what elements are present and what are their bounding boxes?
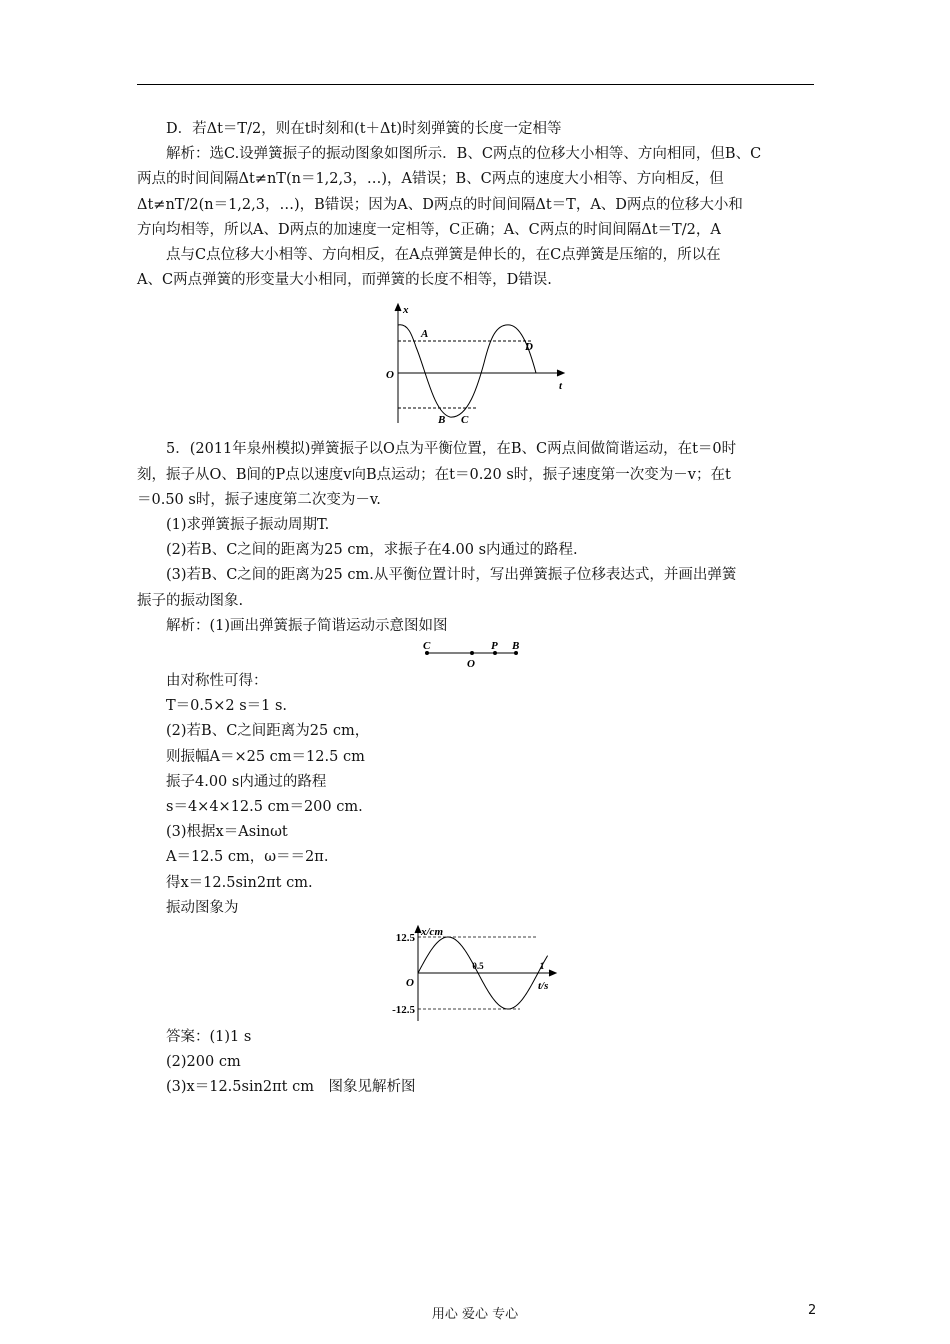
- point-d-label: D: [524, 341, 533, 354]
- page-number: 2: [808, 1303, 817, 1318]
- analysis-line: 解析：选C.设弹簧振子的振动图象如图所示．B、C两点的位移大小相等、方向相同，但B、C: [166, 146, 762, 163]
- y-tick-label-bottom: -12.5: [391, 1004, 415, 1017]
- question-5: 5．(2011年泉州模拟)弹簧振子以O点为平衡位置，在B、C两点间做简谐运动，在t＝0时: [166, 441, 737, 458]
- solution-line: 得x＝12.5sin2πt cm.: [166, 874, 313, 891]
- x-axis-label: t/s: [537, 980, 548, 993]
- wave-curve: [398, 325, 536, 417]
- solution-line: (3)根据x＝Asinωt: [166, 824, 288, 841]
- header-rule: [137, 84, 814, 85]
- point-b-label: B: [437, 414, 445, 427]
- answer-line: (2)200 cm: [166, 1054, 241, 1071]
- sub-question-3: (3)若B、C之间的距离为25 cm.从平衡位置计时，写出弹簧振子位移表达式，并画出弹簧: [166, 567, 737, 584]
- solution-line: 则振幅A＝×25 cm＝12.5 cm: [166, 748, 365, 765]
- analysis-line: 两点的时间间隔Δt≠nT(n＝1,2,3，…)，A错误；B、C两点的速度大小相等、方向相反，但: [137, 171, 724, 188]
- t-axis-label: t: [558, 380, 562, 393]
- solution-line: A＝12.5 cm，ω＝＝2π.: [166, 849, 329, 866]
- solution-line: 由对称性可得：: [166, 673, 268, 690]
- option-d: D．若Δt＝T/2，则在t时刻和(t＋Δt)时刻弹簧的长度一定相等: [166, 121, 562, 137]
- question-5-cont: 刻，振子从O、B间的P点以速度v向B点运动；在t＝0.20 s时，振子速度第一次变为－v；在t: [137, 466, 731, 483]
- solution-intro: 解析：(1)画出弹簧振子简谐运动示意图如图: [166, 617, 448, 634]
- t-axis-arrow: [557, 370, 564, 376]
- label-p: P: [490, 640, 498, 653]
- point-o-dot: [470, 651, 474, 655]
- analysis-line: 方向均相等，所以A、D两点的加速度一定相等，C正确；A、C两点的时间间隔Δt＝T/2，A: [137, 221, 721, 238]
- question-5-cont: ＝0.50 s时，振子速度第二次变为－v.: [137, 491, 381, 508]
- x-axis-label: x: [402, 304, 408, 317]
- analysis-line: 点与C点位移大小相等、方向相反，在A点弹簧是伸长的，在C点弹簧是压缩的，所以在: [166, 247, 721, 264]
- answer-line: (3)x＝12.5sin2πt cm 图象见解析图: [166, 1079, 416, 1096]
- x-axis-arrow: [549, 970, 556, 976]
- solution-line: (2)若B、C之间距离为25 cm，: [166, 723, 370, 740]
- point-c-label: C: [460, 414, 468, 427]
- footer-motto: 用心 爱心 专心: [431, 1307, 519, 1322]
- x-tick-label-one: 1: [539, 961, 544, 972]
- y-axis-label: x/cm: [420, 926, 443, 939]
- analysis-line: A、C两点弹簧的形变量大小相同，而弹簧的长度不相等，D错误.: [137, 272, 552, 289]
- figure-oscillator-diagram: [137, 639, 814, 669]
- solution-line: 振子4.00 s内通过的路程: [166, 773, 327, 790]
- chart-origin-label: O: [405, 977, 414, 990]
- sub-question-1: (1)求弹簧振子振动周期T.: [166, 517, 330, 534]
- solution-line: T＝0.5×2 s＝1 s.: [166, 698, 288, 715]
- point-a-label: A: [420, 328, 428, 341]
- label-o: O: [466, 658, 475, 670]
- solution-line: s＝4×4×12.5 cm＝200 cm.: [166, 799, 363, 816]
- y-tick-label-top: 12.5: [395, 932, 415, 945]
- answer-line: 答案：(1)1 s: [166, 1029, 252, 1046]
- analysis-line: Δt≠nT/2(n＝1,2,3，…)，B错误；因为A、D两点的时间间隔Δt＝T，A、D两点的位移大小和: [137, 196, 743, 213]
- origin-label: O: [385, 369, 394, 382]
- label-c: C: [422, 640, 430, 653]
- label-b: B: [511, 640, 519, 653]
- figure-sine-chart: [137, 921, 814, 1025]
- sub-question-2: (2)若B、C之间的距离为25 cm，求振子在4.00 s内通过的路程.: [166, 542, 578, 559]
- x-axis-arrow: [395, 304, 401, 311]
- solution-line: 振动图象为: [166, 899, 239, 916]
- figure-oscillation-graph: [137, 301, 814, 427]
- page-content: [137, 117, 814, 1101]
- sub-question-3-cont: 振子的振动图象.: [137, 592, 244, 609]
- x-tick-label-half: 0.5: [471, 961, 484, 972]
